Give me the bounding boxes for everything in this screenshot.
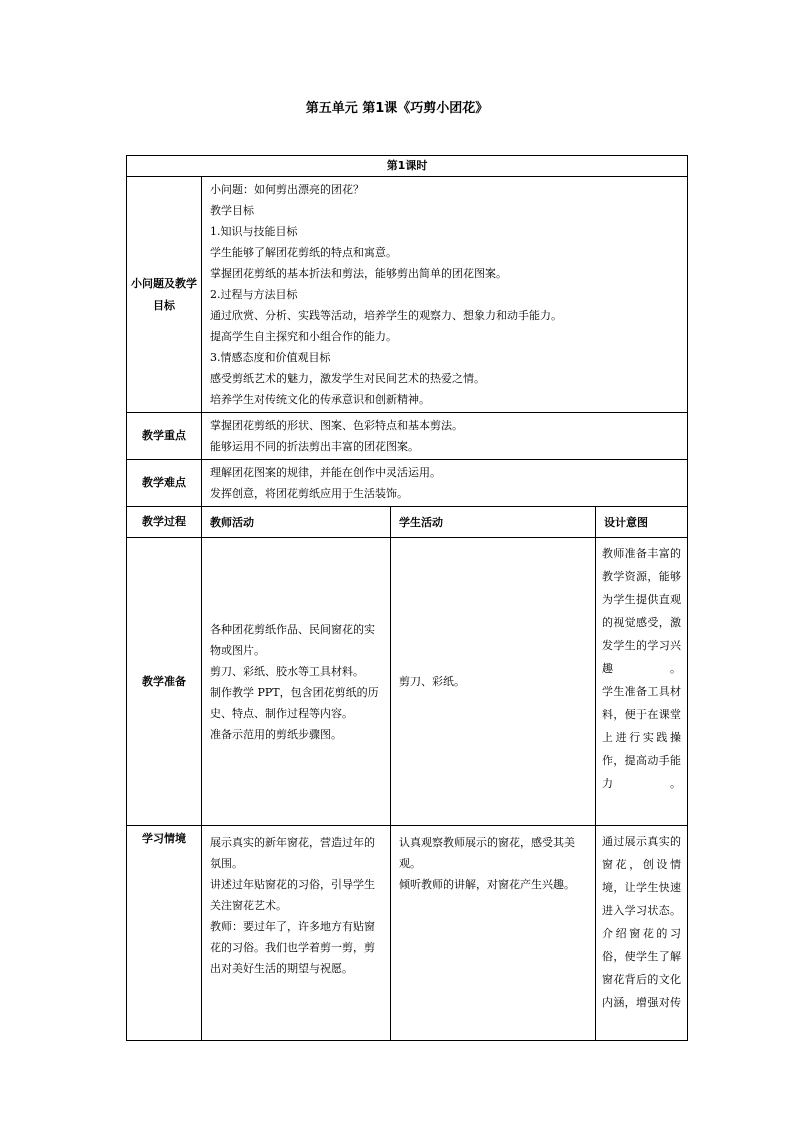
prep-student-activity: 剪刀、彩纸。 bbox=[391, 538, 596, 826]
lesson-header-row bbox=[127, 156, 688, 177]
difficulties-content bbox=[202, 460, 688, 507]
prep-teacher-line: 剪刀、彩纸、胶水等工具材料。 bbox=[210, 664, 364, 678]
situation-student-activity bbox=[391, 826, 596, 1041]
key-points-label: 教学重点 bbox=[127, 413, 202, 460]
objective-line: 1.知识与技能目标 bbox=[210, 225, 298, 238]
difficulty-line: 理解团花图案的规律，并能在创作中灵活运用。 bbox=[210, 466, 441, 479]
objective-line: 感受剪纸艺术的魅力，激发学生对民间艺术的热爱之情。 bbox=[210, 372, 485, 385]
objective-line: 小问题：如何剪出漂亮的团花？ bbox=[210, 183, 364, 196]
document-title: 第五单元 第1课《巧剪小团花》 bbox=[305, 101, 489, 116]
situation-teacher-activity bbox=[202, 826, 391, 1041]
objective-line: 2.过程与方法目标 bbox=[210, 288, 298, 301]
difficulties-row bbox=[127, 460, 688, 507]
situation-intent-line: 介绍窗花的习俗，使学生了解窗花背后的文化内涵，增强对传 bbox=[602, 927, 682, 1009]
key-point-line: 掌握团花剪纸的形状、图案、色彩特点和基本剪法。 bbox=[210, 419, 463, 432]
prep-row bbox=[127, 538, 688, 826]
key-points-content bbox=[202, 413, 688, 460]
objectives-content bbox=[202, 177, 688, 413]
difficulty-line: 发挥创意，将团花剪纸应用于生活装饰。 bbox=[210, 487, 408, 500]
situation-design-intent bbox=[596, 826, 688, 1041]
process-column-header: 教学过程 bbox=[127, 507, 202, 538]
objective-line: 3.情感态度和价值观目标 bbox=[210, 351, 331, 364]
situation-teacher-line: 教师：要过年了，许多地方有贴窗花的习俗。我们也学着剪一剪，剪出对美好生活的期望与祝愿。 bbox=[210, 920, 375, 975]
objective-line: 掌握团花剪纸的基本折法和剪法，能够剪出简单的团花图案。 bbox=[210, 267, 507, 280]
situation-student-line: 倾听教师的讲解，对窗花产生兴趣。 bbox=[399, 878, 575, 891]
objective-line: 教学目标 bbox=[210, 204, 254, 217]
objective-line: 学生能够了解团花剪纸的特点和寓意。 bbox=[210, 246, 397, 259]
objective-line: 通过欣赏、分析、实践等活动，培养学生的观察力、想象力和动手能力。 bbox=[210, 309, 562, 322]
intent-column-header: 设计意图 bbox=[596, 507, 688, 538]
key-point-line: 能够运用不同的折法剪出丰富的团花图案。 bbox=[210, 440, 419, 453]
prep-teacher-line: 各种团花剪纸作品、民间窗花的实物或图片。 bbox=[210, 622, 375, 657]
lesson-plan-table bbox=[126, 155, 688, 1041]
situation-intent-line: 通过展示真实的窗花，创设情境，让学生快速进入学习状态。 bbox=[602, 835, 682, 917]
process-header-row bbox=[127, 507, 688, 538]
prep-intent-line: 学生准备工具材料，便于在课堂上进行实践操作，提高动手能力。 bbox=[602, 685, 682, 790]
situation-label: 学习情境 bbox=[127, 826, 202, 1041]
key-points-row bbox=[127, 413, 688, 460]
objectives-row bbox=[127, 177, 688, 413]
situation-student-line: 认真观察教师展示的窗花，感受其美观。 bbox=[399, 836, 575, 870]
objective-line: 培养学生对传统文化的传承意识和创新精神。 bbox=[210, 393, 430, 406]
teacher-column-header: 教师活动 bbox=[202, 507, 391, 538]
prep-design-intent bbox=[596, 538, 688, 826]
situation-teacher-line: 展示真实的新年窗花，营造过年的氛围。 bbox=[210, 836, 375, 870]
prep-teacher-line: 制作教学 PPT，包含团花剪纸的历史、特点、制作过程等内容。 bbox=[210, 685, 379, 720]
prep-label: 教学准备 bbox=[127, 538, 202, 826]
student-column-header: 学生活动 bbox=[391, 507, 596, 538]
situation-row bbox=[127, 826, 688, 1041]
prep-intent-line: 教师准备丰富的教学资源，能够为学生提供直观的视觉感受，激发学生的学习兴趣。 bbox=[602, 547, 682, 675]
difficulties-label: 教学难点 bbox=[127, 460, 202, 507]
prep-teacher-activity bbox=[202, 538, 391, 826]
situation-teacher-line: 讲述过年贴窗花的习俗，引导学生关注窗花艺术。 bbox=[210, 878, 375, 912]
prep-teacher-line: 准备示范用的剪纸步骤图。 bbox=[210, 727, 342, 741]
lesson-header: 第1课时 bbox=[127, 156, 688, 177]
objective-line: 提高学生自主探究和小组合作的能力。 bbox=[210, 330, 397, 343]
objectives-label: 小问题及教学目标 bbox=[127, 177, 202, 413]
